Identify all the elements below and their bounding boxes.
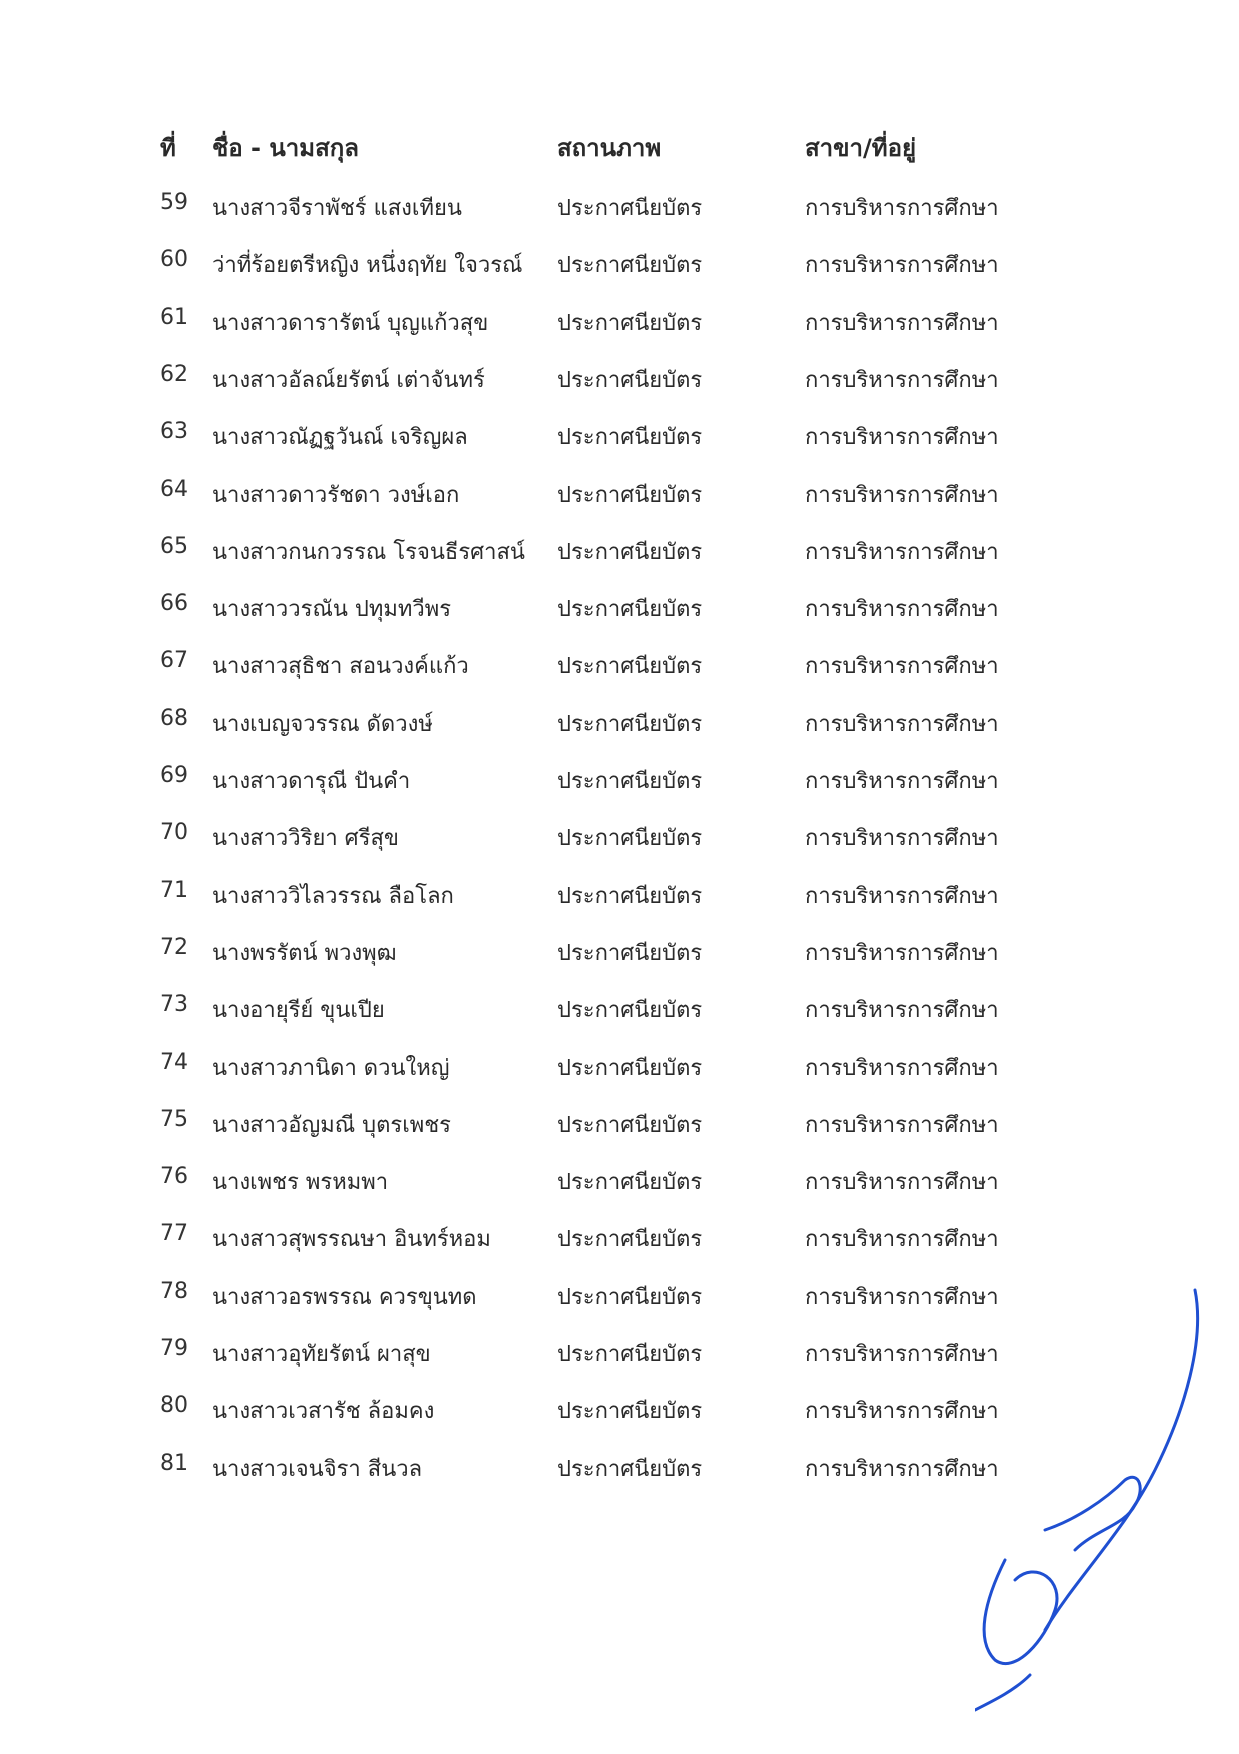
signature-stroke-long	[1045, 1290, 1198, 1630]
row-number: 74	[160, 1050, 188, 1075]
row-branch: การบริหารการศึกษา	[805, 1227, 999, 1252]
row-name: นางสาวจีราพัชร์ แสงเทียน	[212, 196, 462, 221]
row-status: ประกาศนียบัตร	[557, 311, 703, 336]
table-row	[0, 362, 1239, 402]
row-number: 81	[160, 1451, 188, 1476]
table-row	[0, 591, 1239, 631]
row-branch: การบริหารการศึกษา	[805, 540, 999, 565]
table-row	[0, 1221, 1239, 1261]
row-number: 68	[160, 706, 188, 731]
row-name: นางสาวสุพรรณษา อินทร์หอม	[212, 1227, 491, 1252]
row-branch: การบริหารการศึกษา	[805, 998, 999, 1023]
row-status: ประกาศนียบัตร	[557, 654, 703, 679]
header-status: สถานภาพ	[557, 134, 662, 162]
row-name: นางสาวอัลณ์ยรัตน์ เต่าจันทร์	[212, 368, 485, 393]
row-status: ประกาศนียบัตร	[557, 1170, 703, 1195]
row-status: ประกาศนียบัตร	[557, 368, 703, 393]
row-name: นางเพชร พรหมพา	[212, 1170, 389, 1195]
table-header	[0, 128, 1239, 168]
row-branch: การบริหารการศึกษา	[805, 826, 999, 851]
row-branch: การบริหารการศึกษา	[805, 1170, 999, 1195]
row-branch: การบริหารการศึกษา	[805, 884, 999, 909]
row-name: นางสาวเวสารัช ล้อมคง	[212, 1399, 435, 1424]
row-status: ประกาศนียบัตร	[557, 712, 703, 737]
row-name: นางสาวภานิดา ดวนใหญ่	[212, 1056, 450, 1081]
row-name: นางเบญจวรรณ ดัดวงษ์	[212, 712, 433, 737]
row-number: 79	[160, 1336, 188, 1361]
table-row	[0, 648, 1239, 688]
header-name: ชื่อ - นามสกุล	[212, 134, 359, 162]
table-row	[0, 534, 1239, 574]
row-number: 73	[160, 992, 188, 1017]
table-row	[0, 1050, 1239, 1090]
row-number: 78	[160, 1279, 188, 1304]
table-row	[0, 763, 1239, 803]
row-name: นางพรรัตน์ พวงพุฒ	[212, 941, 397, 966]
row-number: 61	[160, 305, 188, 330]
table-row	[0, 247, 1239, 287]
row-name: นางสาววรณัน ปทุมทวีพร	[212, 597, 452, 622]
table-row	[0, 820, 1239, 860]
row-number: 66	[160, 591, 188, 616]
signature-stroke-tail	[975, 1675, 1030, 1710]
row-branch: การบริหารการศึกษา	[805, 654, 999, 679]
row-branch: การบริหารการศึกษา	[805, 712, 999, 737]
row-branch: การบริหารการศึกษา	[805, 1399, 999, 1424]
table-row	[0, 419, 1239, 459]
row-status: ประกาศนียบัตร	[557, 769, 703, 794]
row-status: ประกาศนียบัตร	[557, 884, 703, 909]
row-branch: การบริหารการศึกษา	[805, 425, 999, 450]
row-status: ประกาศนียบัตร	[557, 1399, 703, 1424]
row-name: นางสาวดารุณี ปันคำ	[212, 769, 411, 794]
row-status: ประกาศนียบัตร	[557, 1056, 703, 1081]
row-number: 76	[160, 1164, 188, 1189]
row-status: ประกาศนียบัตร	[557, 483, 703, 508]
row-name: นางสาวดารารัตน์ บุญแก้วสุข	[212, 311, 489, 336]
row-branch: การบริหารการศึกษา	[805, 196, 999, 221]
row-status: ประกาศนียบัตร	[557, 253, 703, 278]
table-row	[0, 1164, 1239, 1204]
table-row	[0, 706, 1239, 746]
row-number: 63	[160, 419, 188, 444]
row-number: 80	[160, 1393, 188, 1418]
row-branch: การบริหารการศึกษา	[805, 1113, 999, 1138]
row-status: ประกาศนียบัตร	[557, 425, 703, 450]
table-row	[0, 992, 1239, 1032]
row-branch: การบริหารการศึกษา	[805, 1285, 999, 1310]
signature-stroke-cross	[1045, 1477, 1140, 1550]
row-branch: การบริหารการศึกษา	[805, 483, 999, 508]
row-branch: การบริหารการศึกษา	[805, 311, 999, 336]
row-status: ประกาศนียบัตร	[557, 1227, 703, 1252]
table-row	[0, 878, 1239, 918]
row-name: นางสาวอุทัยรัตน์ ผาสุข	[212, 1342, 431, 1367]
row-name: นางสาวสุธิชา สอนวงค์แก้ว	[212, 654, 469, 679]
row-status: ประกาศนียบัตร	[557, 1285, 703, 1310]
row-name: นางอายุรีย์ ขุนเปีย	[212, 998, 385, 1023]
row-number: 67	[160, 648, 188, 673]
row-status: ประกาศนียบัตร	[557, 1113, 703, 1138]
row-name: นางสาวกนกวรรณ โรจนธีรศาสน์	[212, 540, 525, 565]
signature-stroke-loop	[984, 1560, 1057, 1664]
row-name: นางสาววิไลวรรณ ลือโลก	[212, 884, 454, 909]
table-row	[0, 305, 1239, 345]
row-name: ว่าที่ร้อยตรีหญิง หนึ่งฤทัย ใจวรณ์	[212, 253, 523, 278]
row-number: 75	[160, 1107, 188, 1132]
row-status: ประกาศนียบัตร	[557, 1457, 703, 1482]
row-status: ประกาศนียบัตร	[557, 826, 703, 851]
row-number: 65	[160, 534, 188, 559]
row-number: 69	[160, 763, 188, 788]
row-branch: การบริหารการศึกษา	[805, 769, 999, 794]
row-number: 70	[160, 820, 188, 845]
row-status: ประกาศนียบัตร	[557, 540, 703, 565]
table-row	[0, 190, 1239, 230]
table-row	[0, 477, 1239, 517]
row-status: ประกาศนียบัตร	[557, 597, 703, 622]
row-number: 71	[160, 878, 188, 903]
table-row	[0, 935, 1239, 975]
row-branch: การบริหารการศึกษา	[805, 1056, 999, 1081]
row-branch: การบริหารการศึกษา	[805, 941, 999, 966]
table-row	[0, 1107, 1239, 1147]
row-branch: การบริหารการศึกษา	[805, 253, 999, 278]
row-number: 62	[160, 362, 188, 387]
row-branch: การบริหารการศึกษา	[805, 597, 999, 622]
row-status: ประกาศนียบัตร	[557, 196, 703, 221]
row-name: นางสาววิริยา ศรีสุข	[212, 826, 399, 851]
row-name: นางสาวณัฏฐวันณ์ เจริญผล	[212, 425, 468, 450]
row-number: 59	[160, 190, 188, 215]
handwritten-signature	[975, 1280, 1215, 1720]
row-name: นางสาวอัญมณี บุตรเพชร	[212, 1113, 451, 1138]
row-name: นางสาวอรพรรณ ควรขุนทด	[212, 1285, 477, 1310]
row-status: ประกาศนียบัตร	[557, 941, 703, 966]
row-branch: การบริหารการศึกษา	[805, 1457, 999, 1482]
header-no: ที่	[160, 134, 176, 162]
row-number: 64	[160, 477, 188, 502]
row-number: 72	[160, 935, 188, 960]
row-number: 77	[160, 1221, 188, 1246]
row-name: นางสาวเจนจิรา สีนวล	[212, 1457, 423, 1482]
row-branch: การบริหารการศึกษา	[805, 368, 999, 393]
row-status: ประกาศนียบัตร	[557, 1342, 703, 1367]
row-name: นางสาวดาวรัชดา วงษ์เอก	[212, 483, 460, 508]
row-status: ประกาศนียบัตร	[557, 998, 703, 1023]
row-branch: การบริหารการศึกษา	[805, 1342, 999, 1367]
header-branch: สาขา/ที่อยู่	[805, 134, 917, 162]
row-number: 60	[160, 247, 188, 272]
